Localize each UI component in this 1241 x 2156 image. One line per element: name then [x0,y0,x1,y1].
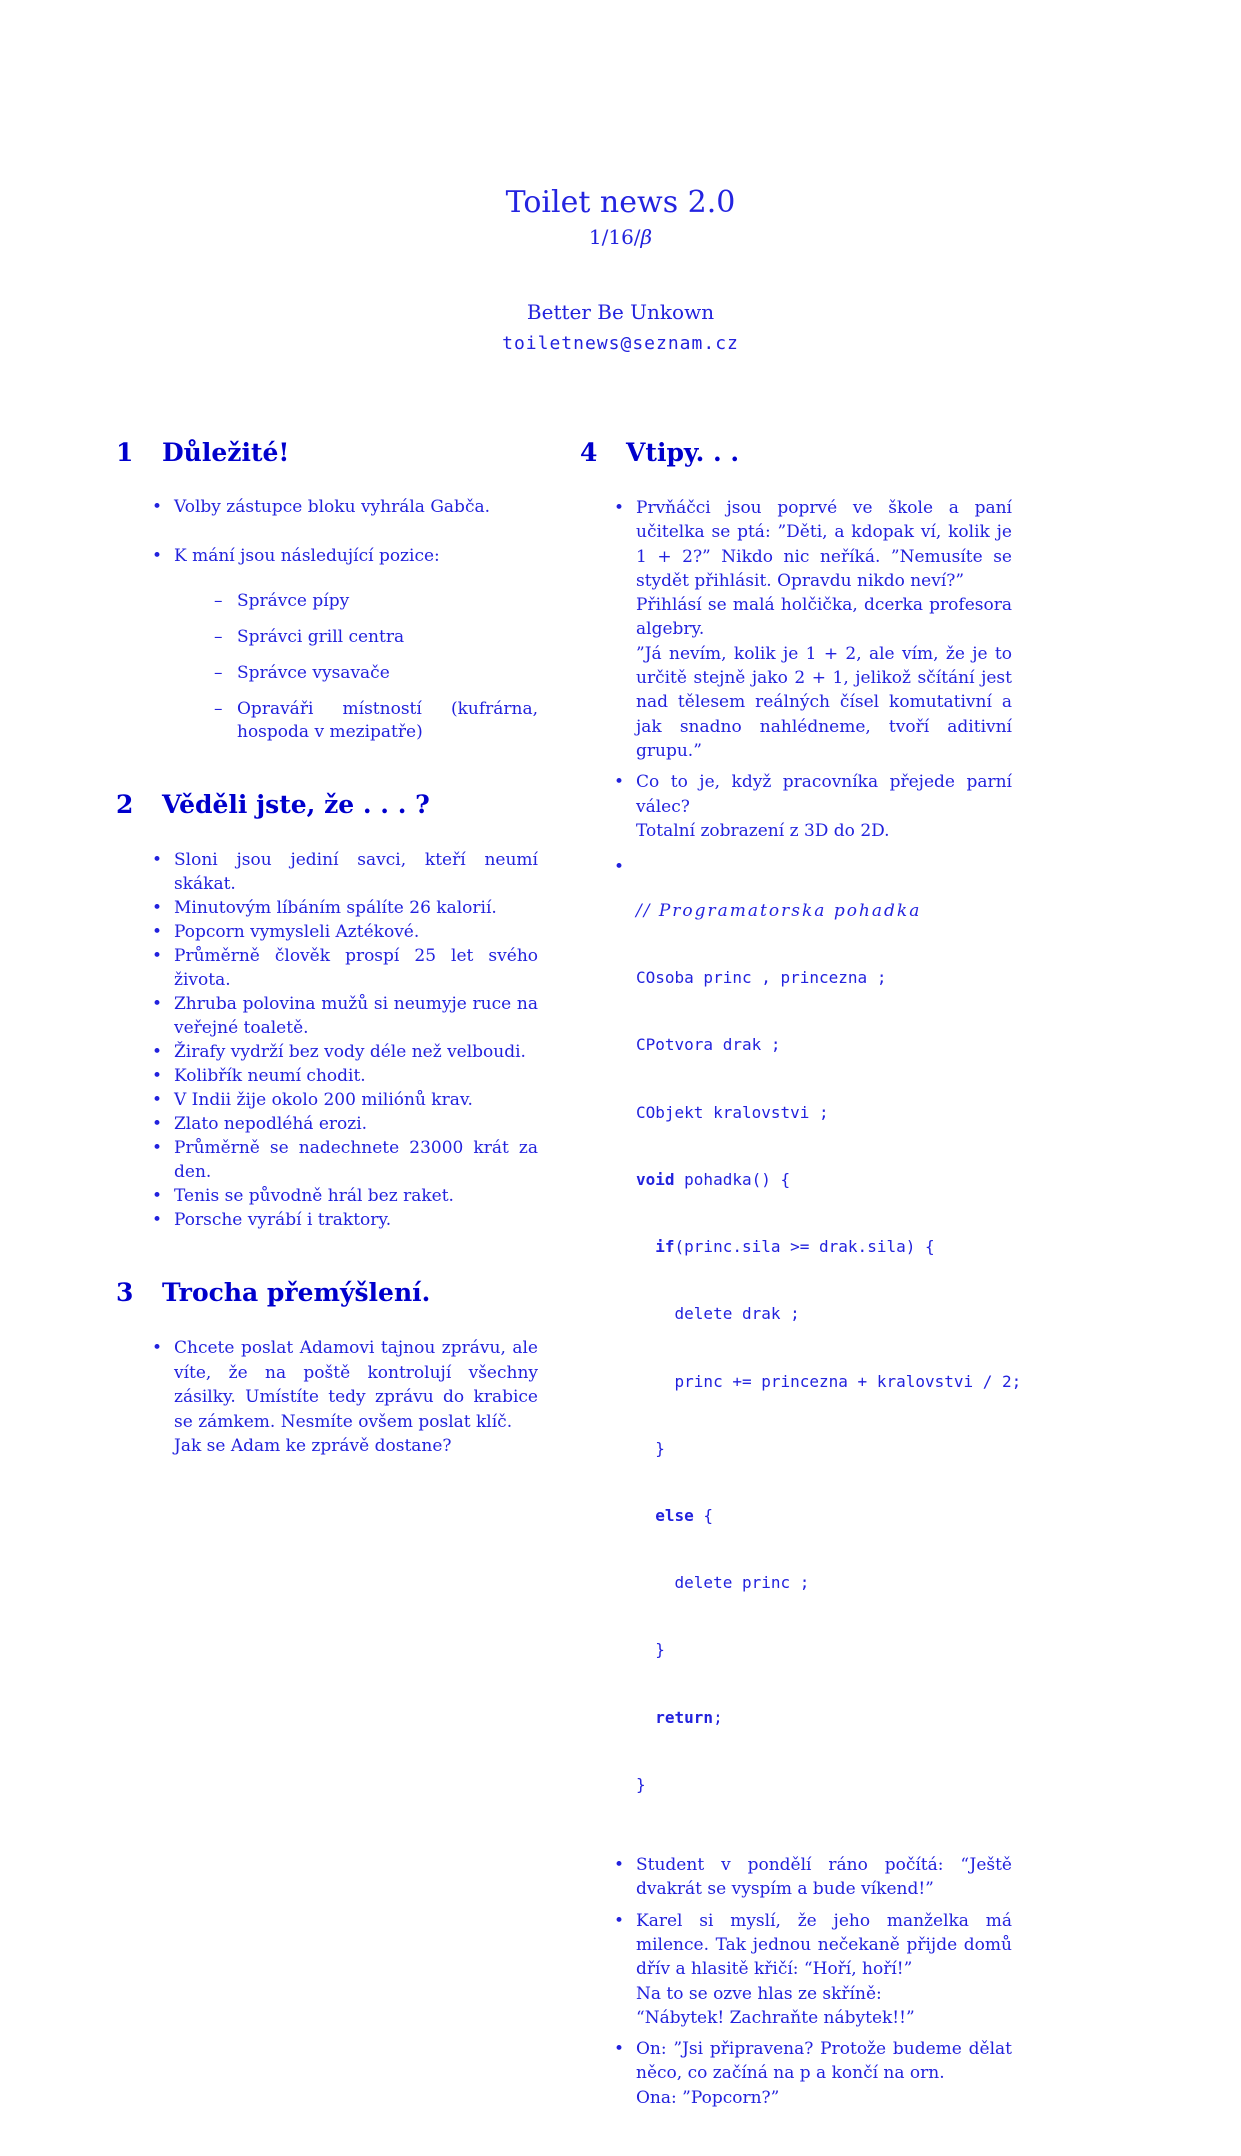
code-block [636,855,1022,1841]
fact-item: • Porsche vyrábí i traktory. [152,1208,538,1232]
puzzle-question: Jak se Adam ke zprávě dostane? [174,1436,452,1456]
fact-item: • Průměrně člověk prospí 25 let svého života. [152,944,538,992]
joke-item-code [614,855,1022,1841]
joke-text: Na to se ozve hlas ze skříně: [636,1983,882,2004]
section-vtipy [580,438,1022,2110]
section-title: Trocha přemýšlení. [162,1278,431,1307]
author-name: Better Be Unkown [526,300,715,324]
section-heading-1 [116,438,538,468]
fact-item: • Zlato nepodléhá erozi. [152,1112,538,1136]
fact-item: • V Indii žije okolo 200 miliónů krav. [152,1088,538,1112]
section-number: 3 [116,1278,134,1307]
fact-item: • Zhruba polovina mužů si neumyje ruce na veřejné toaletě. [152,992,538,1040]
position-item: – Opraváři místností (kufrárna, hospoda v mezipatře) [214,698,538,744]
code-line: princ += princezna + kralovstvi / 2; [674,1371,1022,1391]
puzzle-list [116,1336,538,1459]
fact-item: • Kolibřík neumí chodit. [152,1064,538,1088]
code-line: } [636,1774,646,1794]
position-item: – Správci grill centra [214,626,538,649]
code-line: CObjekt kralovstvi ; [636,1102,829,1122]
section-heading-4 [580,438,1012,468]
puzzle-text: Chcete poslat Adamovi tajnou zprávu, ale víte, že na poště kontrolují všechny zásilky. Umístíte tedy zprávu do krabice se zámkem. Nesmíte ovšem poslat klíč. [174,1338,538,1432]
joke-item [614,2037,1012,2110]
code-line: CPotvora drak ; [636,1035,781,1055]
section-title: Vtipy. . . [626,438,740,467]
code-line: delete drak ; [674,1304,800,1324]
left-column [116,438,538,2156]
joke-item [614,1909,1012,2030]
section-dulezite [116,438,538,744]
fact-item: • Průměrně se nadechnete 23000 krát za den. [152,1136,538,1184]
right-column [580,438,1022,2156]
important-list [116,496,538,744]
section-number: 2 [116,790,134,819]
code-comment: // Programatorska pohadka [636,900,922,921]
jokes-list [580,496,1022,2110]
joke-text: Student v pondělí ráno počítá: “Ještě dvakrát se vyspím a bude víkend!” [636,1855,1012,1900]
positions-list [174,590,538,744]
joke-text: Prvňáčci jsou poprvé ve škole a paní učitelka se ptá: ”Děti, a kdopak ví, kolik je 1 + 2?” Nikdo nic neříká. ”Nemusíte se stydět přihlásit. Opravdu nikdo neví?” [636,498,1012,591]
code-line: } [655,1640,665,1660]
beta-symbol: β [640,225,653,249]
joke-text: Ona: ”Popcorn?” [636,2087,780,2108]
section-trocha-premysleni [116,1278,538,1459]
list-item-text: K mání jsou následující pozice: [174,546,440,566]
list-item [152,545,538,744]
fact-item: • Minutovým líbáním spálíte 26 kalorií. [152,896,538,920]
section-heading-2 [116,790,538,820]
joke-text: On: ”Jsi připravena? Protože budeme dělat něco, co začíná na p a končí na orn. [636,2039,1012,2084]
fact-item: • Sloni jsou jediní savci, kteří neumí skákat. [152,848,538,896]
joke-text: Karel si myslí, že jeho manželka má milence. Tak jednou nečekaně přijde domů dřív a hlasitě křičí: “Hoří, hoří!” [636,1910,1012,1980]
list-item: • Volby zástupce bloku vyhrála Gabča. [152,496,538,519]
code-line: delete princ ; [674,1573,810,1593]
code-line: if(princ.sila >= drak.sila) { [655,1237,935,1257]
position-item: – Správce pípy [214,590,538,613]
joke-text: Přihlásí se malá holčička, dcerka profesora algebry. [636,595,1012,640]
facts-list [116,848,538,1232]
code-line: void pohadka() { [636,1169,791,1189]
puzzle-item [152,1336,538,1459]
joke-text: Co to je, když pracovníka přejede parní válec? [636,772,1012,817]
fact-item: • Popcorn vymysleli Aztékové. [152,920,538,944]
email-address: toiletnews@seznam.cz [502,333,739,354]
code-line: else { [655,1505,714,1525]
section-heading-3 [116,1278,538,1308]
joke-text: ”Já nevím, kolik je 1 + 2, ale vím, že je to určitě stejně jako 2 + 1, jelikož sčítání jest nad tělesem reálných čísel komutativní a jak snadno nahlédneme, tvoří aditivní grupu.” [636,643,1012,761]
fact-item: • Žirafy vydrží bez vody déle než velboudi. [152,1040,538,1064]
section-number: 4 [580,438,598,467]
fact-item: • Tenis se původně hrál bez raket. [152,1184,538,1208]
section-number: 1 [116,438,134,467]
document-header [0,0,1241,354]
joke-item [614,770,1012,843]
section-vedeli-jste [116,790,538,1232]
joke-item [614,496,1012,763]
section-title: Důležité! [162,438,290,467]
joke-text: “Nábytek! Zachraňte nábytek!!” [636,2007,915,2028]
joke-item [614,1853,1012,1902]
code-line: } [655,1438,665,1458]
version-line [0,224,1241,250]
section-title: Věděli jste, že . . . ? [162,790,430,819]
page-title: Toilet news 2.0 [505,185,736,220]
position-item: – Správce vysavače [214,662,538,685]
version-number: 1/16/ [588,225,641,249]
code-line [636,900,1012,922]
two-column-body [0,438,1241,2156]
code-line: COsoba princ , princezna ; [636,968,887,988]
joke-text: Totalní zobrazení z 3D do 2D. [636,820,890,841]
code-line: return; [655,1707,723,1727]
